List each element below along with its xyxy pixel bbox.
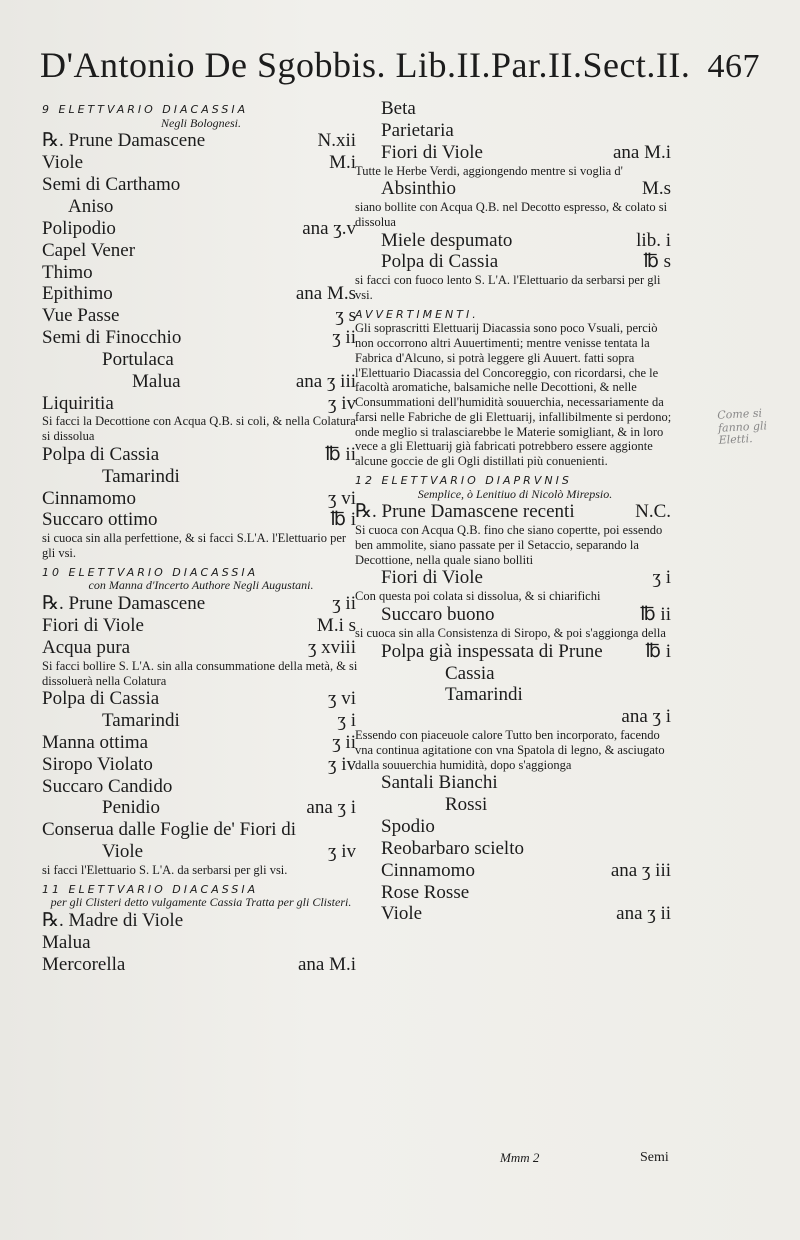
recipe-heading: 12 ELETTVARIO DIAPRVNIS <box>355 474 572 487</box>
ingredient-line <box>355 860 675 882</box>
ingredient-dose: M.i s <box>316 615 356 637</box>
ingredient-dose <box>671 663 675 685</box>
ingredient-line <box>42 152 360 174</box>
ingredient-line <box>42 444 360 466</box>
ingredient-dose <box>671 684 675 706</box>
ingredient-line <box>42 932 360 954</box>
instruction-paragraph: siano bollite con Acqua Q.B. nel Decotto espresso, & colato si dissolua <box>355 200 668 229</box>
instruction-paragraph: si cuoca sin alla perfettione, & si facci S.L'A. l'Elettuario per gli vsi. <box>42 531 347 561</box>
ingredient-name: Tamarindi <box>102 710 180 732</box>
ingredient-line <box>355 98 675 120</box>
recipe-heading: AVVERTIMENTI. <box>355 308 479 321</box>
ingredient-line <box>355 251 675 273</box>
ingredient-name: Cinnamomo <box>381 859 475 881</box>
ingredient-name: Malua <box>132 370 181 392</box>
ingredient-dose <box>356 932 360 954</box>
ingredient-dose: ana M.i <box>612 141 671 163</box>
ingredient-dose: ana ʒ iii <box>295 370 356 392</box>
ingredient-dose: ʒ i <box>337 710 356 732</box>
ingredient-name: Capel Vener <box>42 239 136 261</box>
ingredient-name: Rossi <box>445 794 488 816</box>
ingredient-line <box>42 509 360 531</box>
recipe-subheading: con Manna d'Incerto Authore Negli Augustani. <box>88 579 314 593</box>
ingredient-line <box>42 327 360 349</box>
ingredient-name: Viole <box>42 152 84 174</box>
instruction-paragraph: Con questa poi colata si dissolua, & si chiarifichi <box>355 589 601 604</box>
recipe-heading: 10 ELETTVARIO DIACASSIA <box>42 566 259 579</box>
ingredient-line <box>42 954 360 976</box>
ingredient-name: ℞. Prune Damascene recenti <box>355 501 575 523</box>
ingredient-line <box>355 178 675 200</box>
ingredient-dose: ℔ ii <box>640 604 671 626</box>
ingredient-dose <box>671 882 675 904</box>
ingredient-name: Beta <box>381 98 416 119</box>
instruction-paragraph: Essendo con piaceuole calore Tutto ben incorporato, facendo vna continua agitatione con vna Spatola di legno, & asciugato dalla souuerchia humidità, dopo s'aggionga <box>355 728 665 772</box>
ingredient-dose: ana ʒ i <box>306 797 356 819</box>
ingredient-line <box>355 567 675 589</box>
ingredient-name: Mercorella <box>42 953 126 975</box>
ingredient-line <box>42 174 360 196</box>
left-column <box>42 98 360 976</box>
ingredient-name: Succaro buono <box>381 604 495 626</box>
instruction-paragraph: Si cuoca con Acqua Q.B. fino che siano copertte, poi essendo ben ammolite, siano passate per il Setaccio, separando la Decottione, nella quale siano bolliti <box>355 523 663 567</box>
ingredient-dose: ʒ s <box>335 305 356 327</box>
ingredient-line <box>355 501 675 523</box>
page-number: 467 <box>707 48 760 85</box>
recipe-subheading: per gli Clisteri detto vulgamente Cassia Tratta per gli Clisteri. <box>50 896 352 910</box>
ingredient-name: Rose Rosse <box>381 881 470 903</box>
ingredient-line <box>42 130 360 152</box>
ingredient-line <box>355 604 675 626</box>
ingredient-dose: ʒ ii <box>332 327 356 349</box>
ingredient-name: Fiori di Viole <box>381 141 483 163</box>
recipe-heading: 11 ELETTVARIO DIACASSIA <box>42 883 259 896</box>
ingredient-line <box>42 240 360 262</box>
ingredient-line <box>355 816 675 838</box>
ingredient-dose: ʒ vi <box>328 688 356 710</box>
ingredient-line <box>42 637 360 659</box>
ingredient-name: Polpa di Cassia <box>42 443 160 465</box>
ingredient-name: Thimo <box>42 261 93 283</box>
ingredient-line <box>42 393 360 415</box>
ingredient-dose: ʒ iv <box>328 753 356 775</box>
ingredient-line <box>355 772 675 794</box>
ingredient-dose <box>671 838 675 860</box>
ingredient-name: Liquiritia <box>42 392 114 414</box>
catchword: Semi <box>640 1150 669 1165</box>
ingredient-line <box>42 466 360 488</box>
ingredient-line <box>355 120 675 142</box>
ingredient-line <box>355 641 675 663</box>
ingredient-dose: lib. i <box>636 229 671 251</box>
ingredient-line <box>42 196 360 218</box>
instruction-paragraph: Si facci bollire S. L'A. sin alla consummatione della metà, & si dissoluerà nella Colatura <box>42 658 358 688</box>
ingredient-line <box>355 142 675 164</box>
ingredient-line <box>355 903 675 925</box>
ingredient-dose: ana ʒ ii <box>616 903 671 925</box>
ingredient-name: Fiori di Viole <box>381 567 483 589</box>
ingredient-dose: ℔ i <box>645 640 671 662</box>
ingredient-name: Semi di Finocchio <box>42 327 182 349</box>
instruction-paragraph: Si facci la Decottione con Acqua Q.B. si coli, & nella Colatura si dissolua <box>42 414 356 444</box>
ingredient-dose: M.s <box>641 178 671 200</box>
ingredient-name: Succaro ottimo <box>42 509 158 531</box>
ingredient-name: Miele despumato <box>381 229 513 251</box>
ingredient-line <box>42 283 360 305</box>
ingredient-name: Epithimo <box>42 283 113 305</box>
ingredient-name: Polpa già inspessata di Prune <box>381 640 603 662</box>
ingredient-name: Vue Passe <box>42 305 120 327</box>
ingredient-name: Manna ottima <box>42 731 149 753</box>
ingredient-name: Cassia <box>445 662 495 684</box>
ingredient-dose: ana ʒ i <box>621 706 671 728</box>
instruction-paragraph: si facci l'Elettuario S. L'A. da serbarsi per gli vsi. <box>42 863 288 877</box>
ingredient-name: Santali Bianchi <box>381 772 498 794</box>
ingredient-dose: N.C. <box>635 501 671 523</box>
ingredient-name: Semi di Carthamo <box>42 174 181 196</box>
ingredient-name: Portulaca <box>102 348 174 370</box>
ingredient-name: ℞. Prune Damascene <box>42 593 206 615</box>
ingredient-name: Polipodio <box>42 217 116 239</box>
instruction-paragraph: Tutte le Herbe Verdi, aggiongendo mentre si voglia d' <box>355 163 623 178</box>
ingredient-dose <box>671 120 675 142</box>
ingredient-line <box>355 663 675 685</box>
ingredient-name: Polpa di Cassia <box>42 688 160 710</box>
ingredient-name: Aniso <box>68 195 114 217</box>
recipe-subheading: Semplice, ò Lenitiuo di Nicolò Mirepsio. <box>417 487 613 501</box>
ingredient-line <box>42 371 360 393</box>
ingredient-name: Penidio <box>102 797 161 819</box>
instruction-paragraph: si facci con fuoco lento S. L'A. l'Elettuario da serbarsi per gli vsi. <box>355 273 661 303</box>
ingredient-name: ℞. Prune Damascene <box>42 130 206 152</box>
ingredient-dose: ʒ ii <box>332 731 356 753</box>
ingredient-line <box>42 841 360 863</box>
ingredient-dose: ʒ vi <box>328 487 356 509</box>
ingredient-dose <box>671 794 675 816</box>
ingredient-name: Polpa di Cassia <box>381 251 499 273</box>
ingredient-line <box>355 838 675 860</box>
recipe-heading: 9 ELETTVARIO DIACASSIA <box>42 104 249 116</box>
ingredient-line <box>42 732 360 754</box>
ingredient-line <box>42 262 360 284</box>
ingredient-line <box>42 797 360 819</box>
ingredient-dose: ʒ iv <box>328 841 356 863</box>
ingredient-name: Succaro Candido <box>42 775 173 797</box>
ingredient-dose: ana ʒ.v <box>302 217 356 239</box>
ingredient-dose: ℔ s <box>643 251 671 273</box>
ingredient-dose: ana M.s <box>295 283 356 305</box>
ingredient-name: Tamarindi <box>445 684 523 706</box>
ingredient-name: Parietaria <box>381 119 454 141</box>
instruction-paragraph: si cuoca sin alla Consistenza di Siropo, & poi s'aggionga della <box>355 625 666 640</box>
ingredient-dose: N.xii <box>317 130 356 152</box>
ingredient-dose: ℔ ii <box>325 443 356 465</box>
ingredient-line <box>42 819 360 841</box>
ingredient-dose <box>671 816 675 838</box>
ingredient-dose: M.i <box>329 152 356 174</box>
ingredient-name: Spodio <box>381 815 435 837</box>
ingredient-name: Acqua pura <box>42 636 131 658</box>
ingredient-dose <box>671 772 675 794</box>
ingredient-name: ℞. Madre di Viole <box>42 910 184 932</box>
ingredient-dose: ʒ iv <box>328 392 356 414</box>
ingredient-line <box>42 615 360 637</box>
ingredient-dose: ana ʒ iii <box>610 859 671 881</box>
instruction-paragraph: Gli soprascritti Elettuarij Diacassia sono poco Vsuali, perciò non occorrono altri Auuertimenti; mentre venisse tentata la Fabrica d'Alcuno, si potrà leggere gli Auuert. fatti sopra l'Elettuario Diacassia del Concoreggio, con ricordarsi, che le facoltà aromatiche, balsamiche nelle Decottioni, & nelle Consummationi dell'humidità souuerchia, necessariamente da farsi nelle Fabriche de gli Elettuarij, infallibilmente si perdono; onde meglio si tralasciarebbe le Materie somigliant, & in loro vece a gli Elettuarij già fabricati potrebbero essere aggionte alcune goccie de gli Ogli distillati più conuenienti. <box>355 321 672 469</box>
ingredient-name: Viole <box>102 841 144 863</box>
ingredient-dose: ʒ xviii <box>307 636 356 658</box>
ingredient-line <box>355 882 675 904</box>
ingredient-name: Conserua dalle Foglie de' Fiori di <box>42 819 297 841</box>
ingredient-name: Siropo Violato <box>42 753 153 775</box>
ingredient-dose <box>671 98 675 120</box>
ingredient-line <box>42 349 360 371</box>
ingredient-name: Cinnamomo <box>42 487 136 509</box>
running-title: D'Antonio De Sgobbis. Lib.II.Par.II.Sect.II. <box>40 45 691 85</box>
ingredient-name: Fiori di Viole <box>42 615 144 637</box>
ingredient-line <box>355 230 675 252</box>
ingredient-name: Viole <box>381 903 423 925</box>
ingredient-line <box>355 794 675 816</box>
right-column <box>355 98 675 925</box>
ingredient-name: Absinthio <box>381 178 456 200</box>
ingredient-line <box>42 488 360 510</box>
ingredient-line <box>355 706 675 728</box>
ingredient-line <box>42 754 360 776</box>
ingredient-dose: ℔ i <box>330 509 356 531</box>
ingredient-line <box>42 710 360 732</box>
ingredient-line <box>42 305 360 327</box>
ingredient-dose: ʒ ii <box>332 593 356 615</box>
margin-note: Come si fanno gli Eletti. <box>717 406 768 448</box>
ingredient-dose: ana M.i <box>297 953 356 975</box>
ingredient-name: Tamarindi <box>102 465 180 487</box>
ingredient-name: Malua <box>42 932 91 954</box>
running-header <box>40 44 760 94</box>
ingredient-line <box>42 688 360 710</box>
recipe-subheading: Negli Bolognesi. <box>161 116 241 130</box>
ingredient-dose: ʒ i <box>652 567 671 589</box>
ingredient-line <box>42 218 360 240</box>
ingredient-line <box>42 593 360 615</box>
ingredient-line <box>42 910 360 932</box>
signature-mark: Mmm 2 <box>500 1150 540 1165</box>
ingredient-line <box>355 684 675 706</box>
ingredient-name: Reobarbaro scielto <box>381 837 524 859</box>
ingredient-line <box>42 776 360 798</box>
